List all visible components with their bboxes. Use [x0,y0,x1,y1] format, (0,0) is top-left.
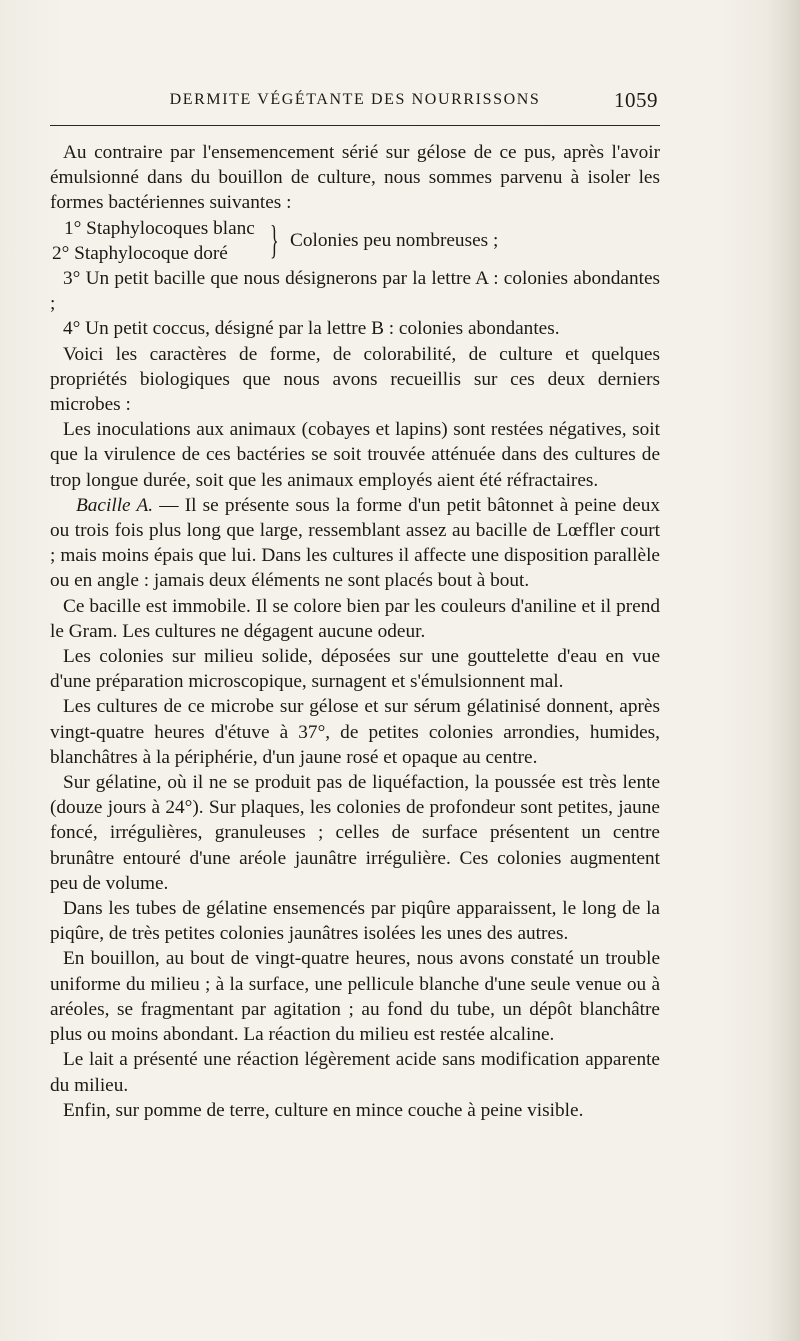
page-edge-shadow [766,0,800,1341]
staphylococcus-list [50,216,660,266]
paragraph-gelatine-tubes: Dans les tubes de gélatine ensemencés par piqûre apparaissent, le long de la piqûre, de très petites colonies jaunâtres isolées les unes des autres. [50,898,660,945]
curly-brace-icon: } [270,216,279,262]
paragraph-bacille-a-text: — Il se présente sous la forme d'un petit bâtonnet à peine deux ou trois fois plus long que large, ressemblant assez au bacille de Lœffler court ; mais moins épais que lui. Dans les cultures il affecte une disposition parallèle ou en angle : jamais deux éléments ne sont placés bout à bout. [50,494,660,592]
running-title: DERMITE VÉGÉTANTE DES NOURRISSONS [169,91,541,108]
paragraph-intro: Au contraire par l'ensemencement sérié sur gélose de ce pus, après l'avoir émulsionné dans du bouillon de culture, nous sommes parvenu à isoler les formes bactériennes suivantes : [50,142,660,214]
paragraph-solid-colonies: Les colonies sur milieu solide, déposées sur une gouttelette d'eau en vue d'une préparation microscopique, surnagent et s'émulsionnent mal. [50,646,660,693]
paragraph-characteristics: Voici les caractères de forme, de colorabilité, de culture et quelques propriétés biologiques que nous avons recueillis sur ces deux derniers microbes : [50,343,660,416]
page-header [50,88,660,114]
body-text [50,140,660,1123]
list-item-staph-golden: 2° Staphylocoque doré [52,242,228,264]
header-rule [50,125,660,126]
list-item-coccus-b: 4° Un petit coccus, désigné par la lettre B : colonies abondantes. [63,318,560,340]
paragraph-milk: Le lait a présenté une réaction légèrement acide sans modification apparente du milieu. [50,1049,660,1096]
paragraph-bacille-a [50,493,660,594]
list-item-bacille-a: 3° Un petit bacille que nous désignerons par la lettre A : colonies abondantes ; [50,268,660,315]
paragraph-potato: Enfin, sur pomme de terre, culture en mince couche à peine visible. [63,1099,584,1121]
section-label-bacille-a: Bacille A. [76,494,154,516]
paragraph-gelose-cultures: Les cultures de ce microbe sur gélose et sur sérum gélatinisé donnent, après vingt-quatre heures d'étuve à 37°, de petites colonies arrondies, humides, blanchâtres à la périphérie, d'un jaune rosé et opaque au centre. [50,696,660,768]
list-item-staph-white: 1° Staphylocoques blanc [64,217,255,239]
paragraph-bouillon: En bouillon, au bout de vingt-quatre heures, nous avons constaté un trouble uniforme du milieu ; à la surface, une pellicule blanche d'une seule venue ou à aréoles, se fragmentant par agitation ; au fond du tube, un dépôt blanchâtre plus ou moins abondant. La réaction du milieu est restée alcaline. [50,948,660,1046]
staph-colonies-note: Colonies peu nombreuses ; [290,230,499,252]
paragraph-gelatine: Sur gélatine, où il ne se produit pas de liquéfaction, la poussée est très lente (douze jours à 24°). Sur plaques, les colonies de profondeur sont petites, jaune foncé, irrégulières, granuleuses ; celles de surface présentent un centre brunâtre entouré d'une aréole jaunâtre irrégulière. Ces colonies augmentent peu de volume. [50,772,660,894]
page-number: 1059 [614,88,658,112]
paragraph-inoculations: Les inoculations aux animaux (cobayes et lapins) sont restées négatives, soit que la virulence de ces bactéries se soit trouvée atténuée dans des cultures de trop longue durée, soit que les animaux employés aient été réfractaires. [50,419,660,491]
paragraph-immobile: Ce bacille est immobile. Il se colore bien par les couleurs d'aniline et il prend le Gram. Les cultures ne dégagent aucune odeur. [50,595,660,642]
